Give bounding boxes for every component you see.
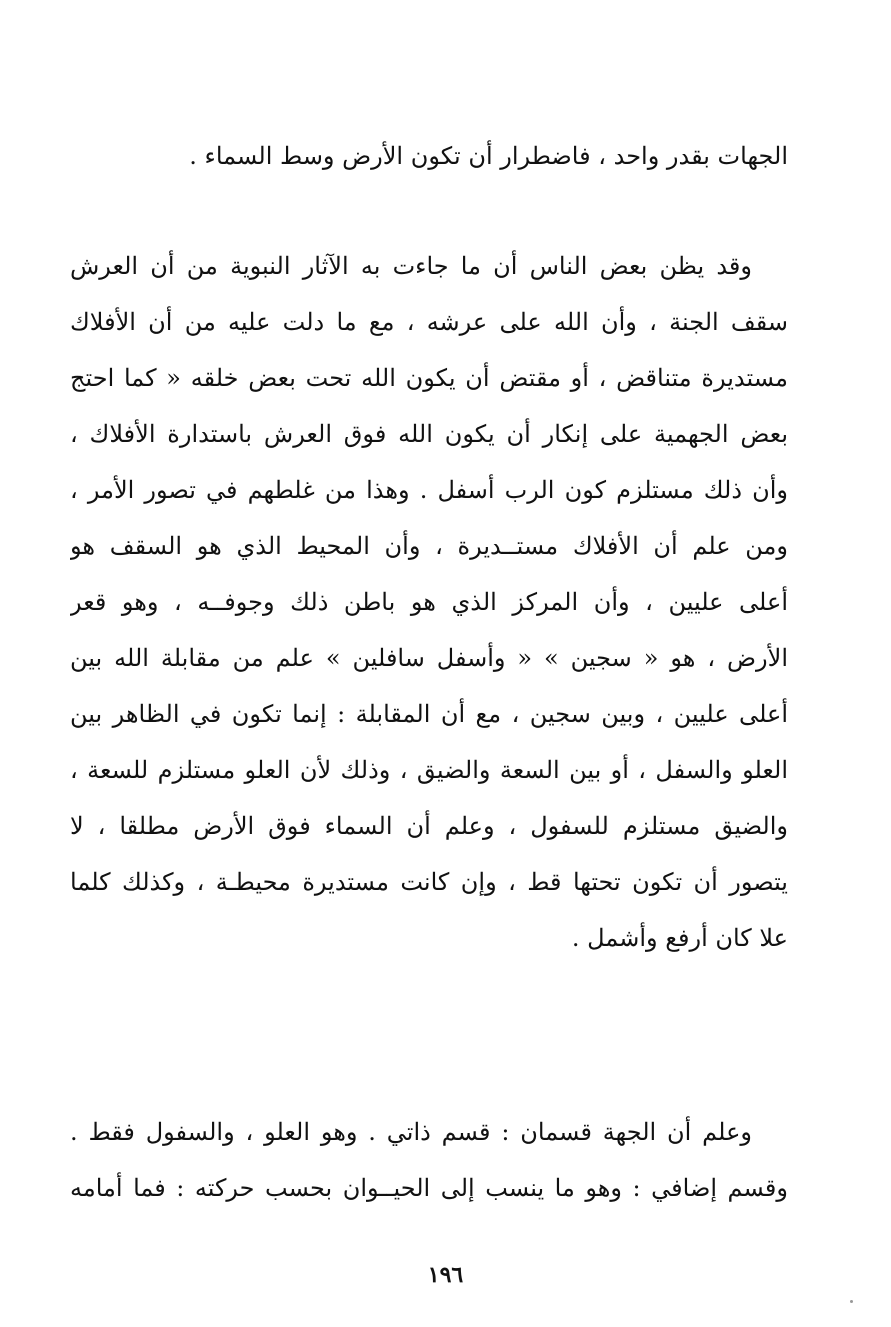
text-line: الجهات بقدر واحد ، فاضطرار أن تكون الأرض وسط السماء . [189,142,788,170]
scan-speck [850,1300,853,1303]
text-line: وعلم أن الجهة قسمان : قسم ذاتي . وهو العلو ، والسفول فقط . [70,1118,752,1146]
text-line: والضيق مستلزم للسفول ، وعلم أن السماء فوق الأرض مطلقا ، لا [70,812,788,840]
paragraph-3 [70,1104,788,1216]
page-number: ١٩٦ [427,1262,464,1288]
text-line: وقسم إضافي : وهو ما ينسب إلى الحيــوان بحسب حركته : فما أمامه [70,1174,788,1202]
text-line: الأرض ، هو « سجين » « وأسفل سافلين » علم من مقابلة الله بين [70,644,788,672]
text-line: أعلى عليين ، وأن المركز الذي هو باطن ذلك وجوفــه ، وهو قعر [70,588,788,616]
text-line: مستديرة متناقض ، أو مقتض أن يكون الله تحت بعض خلقه « كما احتج [70,364,788,392]
paragraph-2 [70,238,788,966]
text-line: ومن علم أن الأفلاك مستــديرة ، وأن المحيط الذي هو السقف هو [70,532,788,560]
paragraph-1 [70,128,788,184]
text-line: العلو والسفل ، أو بين السعة والضيق ، وذلك لأن العلو مستلزم للسعة ، [70,756,788,784]
text-line: وأن ذلك مستلزم كون الرب أسفل . وهذا من غلطهم في تصور الأمر ، [70,476,788,504]
text-line: يتصور أن تكون تحتها قط ، وإن كانت مستديرة محيطـة ، وكذلك كلما [70,868,788,896]
text-line: علا كان أرفع وأشمل . [571,924,788,952]
text-line: بعض الجهمية على إنكار أن يكون الله فوق العرش باستدارة الأفلاك ، [70,420,788,448]
text-line: وقد يظن بعض الناس أن ما جاءت به الآثار النبوية من أن العرش [70,252,752,280]
text-line: سقف الجنة ، وأن الله على عرشه ، مع ما دلت عليه من أن الأفلاك [70,308,788,336]
text-line: أعلى عليين ، وبين سجين ، مع أن المقابلة : إنما تكون في الظاهر بين [70,700,788,728]
